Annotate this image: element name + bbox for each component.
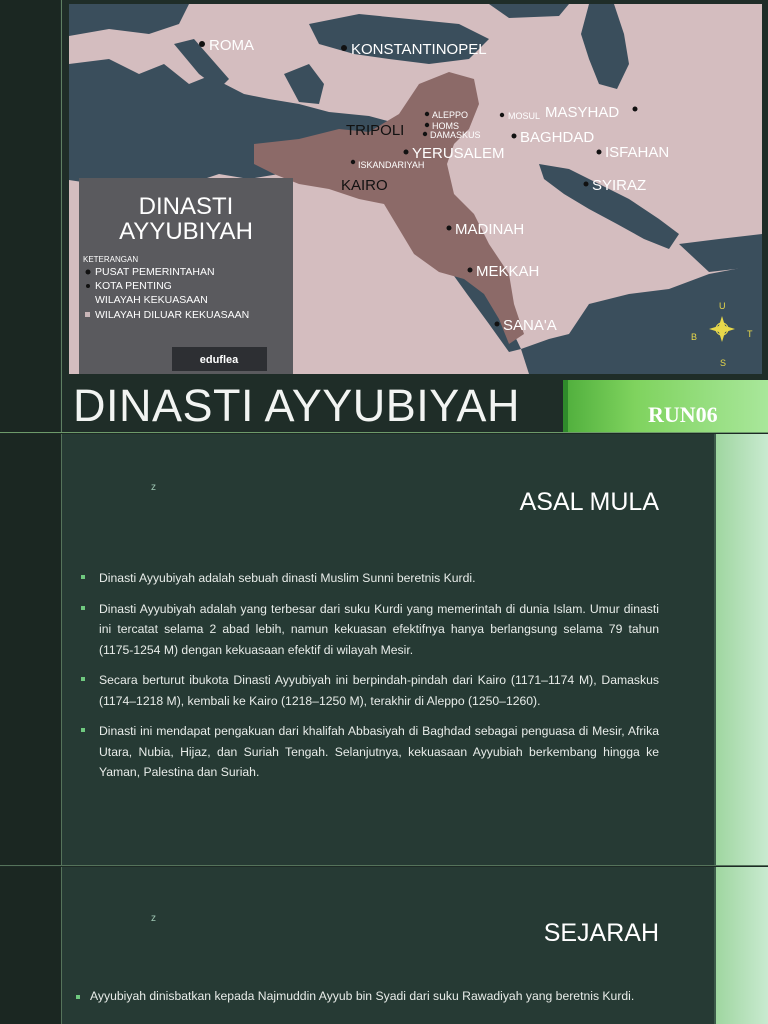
bullet-icon xyxy=(76,995,80,999)
city-kairo: KAIRO xyxy=(341,177,388,194)
slide-title xyxy=(0,0,768,433)
city-dot-konstantinopel xyxy=(341,45,347,51)
city-tripoli: TRIPOLI xyxy=(346,122,405,139)
legend-item-city: KOTA PENTING xyxy=(95,280,172,292)
city-dot-aleppo xyxy=(425,112,429,116)
slide-divider xyxy=(0,865,768,866)
bullet-icon xyxy=(81,606,85,610)
slide-title-text: DINASTI AYYUBIYAH xyxy=(73,380,520,431)
left-band xyxy=(0,867,61,1024)
accent-strip xyxy=(716,434,768,866)
accent-strip xyxy=(716,867,768,1024)
city-dot-yerusalem xyxy=(404,150,409,155)
city-konstantinopel: KONSTANTINOPEL xyxy=(351,41,487,58)
bullet-icon xyxy=(81,575,85,579)
compass-b: B xyxy=(691,332,698,342)
city-mekkah: MEKKAH xyxy=(476,263,540,280)
city-iskandariyah: ISKANDARIYAH xyxy=(358,160,425,170)
map-title-2: AYYUBIYAH xyxy=(119,218,253,245)
city-baghdad: BAGHDAD xyxy=(520,129,595,146)
city-dot-homs xyxy=(425,123,429,127)
map-title-1: DINASTI xyxy=(138,193,234,220)
city-dot-damaskus xyxy=(423,132,427,136)
city-dot-syiraz xyxy=(584,182,589,187)
city-yerusalem: YERUSALEM xyxy=(412,145,505,162)
city-dot-mosul xyxy=(500,113,504,117)
brand-logo: eduflea xyxy=(199,354,239,366)
bullet-text: Dinasti Ayyubiyah adalah sebuah dinasti Muslim Sunni beretnis Kurdi. xyxy=(99,571,476,585)
bullet-icon xyxy=(81,677,85,681)
city-mosul: MOSUL xyxy=(508,111,541,121)
legend-item-territory: WILAYAH KEKUASAAN xyxy=(95,294,208,306)
city-dot-sanaa xyxy=(495,322,500,327)
left-band xyxy=(0,434,61,866)
section-heading: SEJARAH xyxy=(543,919,659,947)
compass-s: S xyxy=(720,358,727,368)
compass-t: T xyxy=(747,329,753,339)
bullet-text: Dinasti ini mendapat pengakuan dari khalifah Abbasiyah di Baghdad sebagai penguasa di Mesir, Afrika Utara, Nubia, Hijaz, dan Suriah Tengah. Selanjutnya, kekuasaan Ayyubiah berkembang hingga ke Yaman, Palestina dan Suriah. xyxy=(99,724,659,779)
bullet-item xyxy=(81,721,659,783)
z-mark: z xyxy=(151,913,156,924)
slide-asal-mula xyxy=(0,434,768,866)
compass-u: U xyxy=(719,301,726,311)
city-isfahan: ISFAHAN xyxy=(605,144,670,161)
legend-swatch-outside xyxy=(85,312,90,317)
legend-item-outside: WILAYAH DILUAR KEKUASAAN xyxy=(95,309,250,321)
bullet-item xyxy=(81,670,659,711)
left-band xyxy=(0,0,60,433)
city-dot-baghdad xyxy=(512,134,517,139)
city-sanaa: SANA'A xyxy=(503,317,557,334)
bullet-icon xyxy=(81,728,85,732)
city-homs: HOMS xyxy=(432,121,459,131)
legend-dot-city xyxy=(86,284,90,288)
legend-heading: KETERANGAN xyxy=(83,255,139,264)
city-dot-madinah xyxy=(447,226,452,231)
city-dot-iskandariyah xyxy=(351,160,355,164)
city-masyhad: MASYHAD xyxy=(545,104,620,121)
city-dot-isfahan xyxy=(597,150,602,155)
legend-dot-capital xyxy=(86,270,91,275)
bullet-text: Ayyubiyah dinisbatkan kepada Najmuddin Ayyub bin Syadi dari suku Rawadiyah yang beretnis Kurdi. xyxy=(90,989,635,1003)
badge-strip xyxy=(563,380,568,432)
divider-line xyxy=(61,434,62,866)
ayyubid-map xyxy=(69,4,762,374)
city-damaskus: DAMASKUS xyxy=(430,130,481,140)
badge-text: RUN06 xyxy=(648,402,718,427)
bullet-item xyxy=(76,989,634,1003)
bullet-text: Secara berturut ibukota Dinasti Ayyubiyah ini berpindah-pindah dari Kairo (1171–1174 M), Damaskus (1174–1218 M), kembali ke Kairo (1218–1250 M), terakhir di Aleppo (1250–1260). xyxy=(99,673,659,708)
bullet-item xyxy=(81,599,659,661)
divider-line xyxy=(61,0,62,433)
city-aleppo: ALEPPO xyxy=(432,110,469,120)
city-roma: ROMA xyxy=(209,37,254,54)
legend-item-capital: PUSAT PEMERINTAHAN xyxy=(95,266,215,278)
city-dot-mekkah xyxy=(468,268,473,273)
z-mark: z xyxy=(151,482,156,493)
city-madinah: MADINAH xyxy=(455,221,525,238)
slide-sejarah xyxy=(0,867,768,1024)
city-syiraz: SYIRAZ xyxy=(592,177,647,194)
divider-line xyxy=(61,867,62,1024)
bullet-list xyxy=(81,568,659,793)
section-heading: ASAL MULA xyxy=(519,488,659,516)
bullet-text: Dinasti Ayyubiyah adalah yang terbesar dari suku Kurdi yang memerintah di dunia Islam. Umur dinasti ini tercatat selama 2 abad lebih, namun kekuasan efektifnya hanya berlangsung selama 79 tahun (1175-1254 M) dengan kekuasaan efektif di wilayah Mesir. xyxy=(99,601,659,657)
city-dot-roma xyxy=(199,41,205,47)
bullet-item xyxy=(81,568,659,589)
slide-divider xyxy=(0,432,768,433)
city-dot-masyhad xyxy=(633,107,638,112)
